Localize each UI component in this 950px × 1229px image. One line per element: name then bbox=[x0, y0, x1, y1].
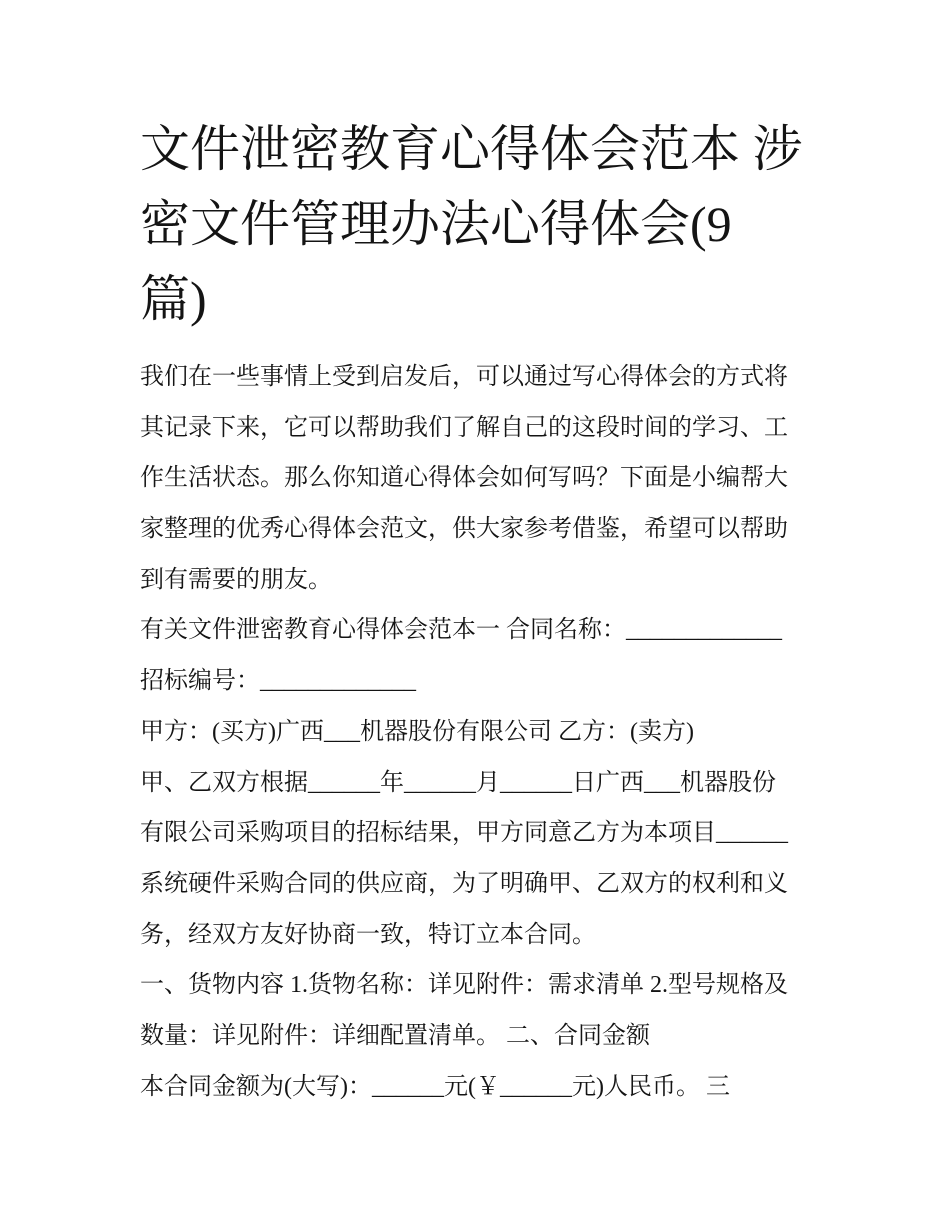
contract-line: 数量：详见附件：详细配置清单。 二、合同金额 bbox=[140, 1022, 650, 1049]
document-title bbox=[140, 112, 803, 337]
contract-line: 甲方：(买方)广西___机器股份有限公司 乙方：(卖方) bbox=[140, 718, 694, 745]
contract-line: 甲、乙双方根据______年______月______日广西___机器股份 bbox=[140, 769, 776, 796]
contract-line: 一、货物内容 1.货物名称：详见附件：需求清单 2.型号规格及 bbox=[140, 972, 788, 999]
title-line: 密文件管理办法心得体会(9 bbox=[140, 196, 732, 252]
contract-line: 有关文件泄密教育心得体会范本一 合同名称：_____________ bbox=[140, 617, 782, 644]
contract-line: 系统硬件采购合同的供应商，为了明确甲、乙双方的权利和义 bbox=[140, 870, 788, 897]
intro-paragraph bbox=[140, 352, 788, 605]
contract-line: 务，经双方友好协商一致，特订立本合同。 bbox=[140, 921, 596, 948]
intro-line: 我们在一些事情上受到启发后，可以通过写心得体会的方式将 bbox=[140, 364, 788, 390]
title-line: 文件泄密教育心得体会范本 涉 bbox=[140, 121, 803, 177]
contract-line: 招标编号：_____________ bbox=[140, 668, 416, 695]
intro-line: 家整理的优秀心得体会范文，供大家参考借鉴，希望可以帮助 bbox=[140, 516, 788, 543]
intro-line: 其记录下来，它可以帮助我们了解自己的这段时间的学习、工 bbox=[140, 414, 788, 441]
intro-line: 到有需要的朋友。 bbox=[140, 566, 332, 593]
contract-line: 有限公司采购项目的招标结果，甲方同意乙方为本项目______ bbox=[140, 820, 788, 847]
intro-line: 作生活状态。那么你知道心得体会如何写吗？下面是小编帮大 bbox=[140, 465, 788, 492]
contract-line: 本合同金额为(大写)：______元(￥______元)人民币。 三 bbox=[140, 1073, 730, 1100]
contract-section bbox=[140, 605, 788, 1112]
title-line: 篇) bbox=[140, 271, 207, 327]
document-body bbox=[140, 352, 788, 1112]
